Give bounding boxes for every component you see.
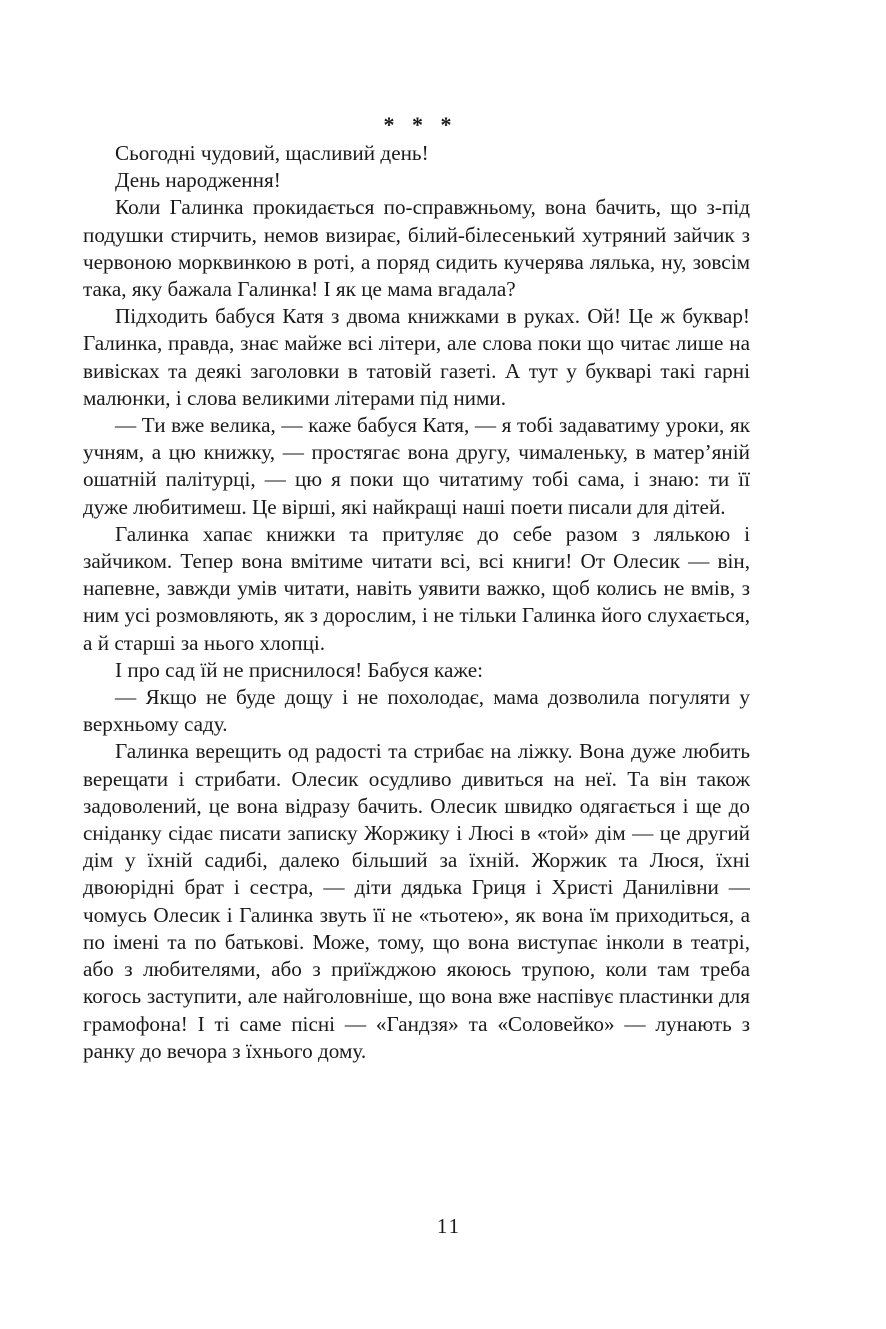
paragraph-1: Сьогодні чудовий, щасливий день! (115, 141, 429, 165)
paragraph-4: Підходить бабуся Катя з двома книжками в руках. Ой! Це ж буквар! Галинка, правда, знає майже всі літери, але слова поки що читає лише на вивісках та деякі заголовки в татовій газеті. А тут у букварі такі гарні малюнки, і слова великими літерами під ними. (83, 304, 750, 410)
page-number: 11 (436, 1214, 462, 1238)
text-block (83, 140, 750, 1065)
paragraph-5: — Ти вже велика, — каже бабуся Катя, — я тобі задаватиму уроки, як учням, а цю книжку, — простягає вона другу, чималеньку, в матер’яній ошатній палітурці, — цю я поки що читатиму тобі сама, і знаю: ти її дуже любитимеш. Це вірші, які найкращі наші поети писали для дітей. (83, 413, 750, 519)
paragraph-7: І про сад їй не приснилося! Бабуся каже: (115, 657, 484, 682)
paragraph-6: Галинка хапає книжки та притуляє до себе разом з лялькою і зайчиком. Тепер вона вмітиме читати всі, всі книги! От Олесик — він, напевне, завжди умів читати, навіть уявити важко, щоб колись не вмів, з ним усі розмовляють, як з дорослим, і не тільки Галинка його слухається, а й старші за нього хлопці. (83, 521, 750, 655)
page-body (83, 110, 750, 1065)
section-separator: * * * (383, 112, 458, 137)
paragraph-3: Коли Галинка прокидається по-справжньому, вона бачить, що з-під подушки стирчить, немов визирає, білий-білесенький хутряний зайчик з червоною морквинкою в роті, а поряд сидить кучерява лялька, ну, зовсім така, яку бажала Галинка! І як це мама вгадала? (83, 195, 750, 302)
paragraph-9: Галинка верещить од радості та стрибає на ліжку. Вона дуже любить верещати і стрибати. Олесик осудливо дивиться на неї. Та він також задоволений, це вона відразу бачить. Олесик швидко одягається і ще до сніданку сідає писати записку Жоржику і Люсі в «той» дім — це другий дім у їхній садибі, далеко більший за їхній. Жоржик та Люся, їхні двоюрідні брат і сестра, — діти дядька Гриця і Христі Данилівни — чомусь Олесик і Галинка звуть її не «тьотею», як вона їм приходиться, а по імені та по батькові. Може, тому, що вона виступає інколи в театрі, або з любителями, або з приїжджою якоюсь трупою, коли там треба когось заступити, але найголовніше, що вона вже наспівує пластинки для грамофона! І ті саме пісні — «Гандзя» та «Соловейко» — лунають з ранку до вечора з їхнього дому. (83, 739, 750, 1063)
paragraph-2: День народження! (115, 168, 281, 193)
paragraph-8: — Якщо не буде дощу і не похолодає, мама дозволила погуляти у верхньому саду. (83, 685, 750, 737)
